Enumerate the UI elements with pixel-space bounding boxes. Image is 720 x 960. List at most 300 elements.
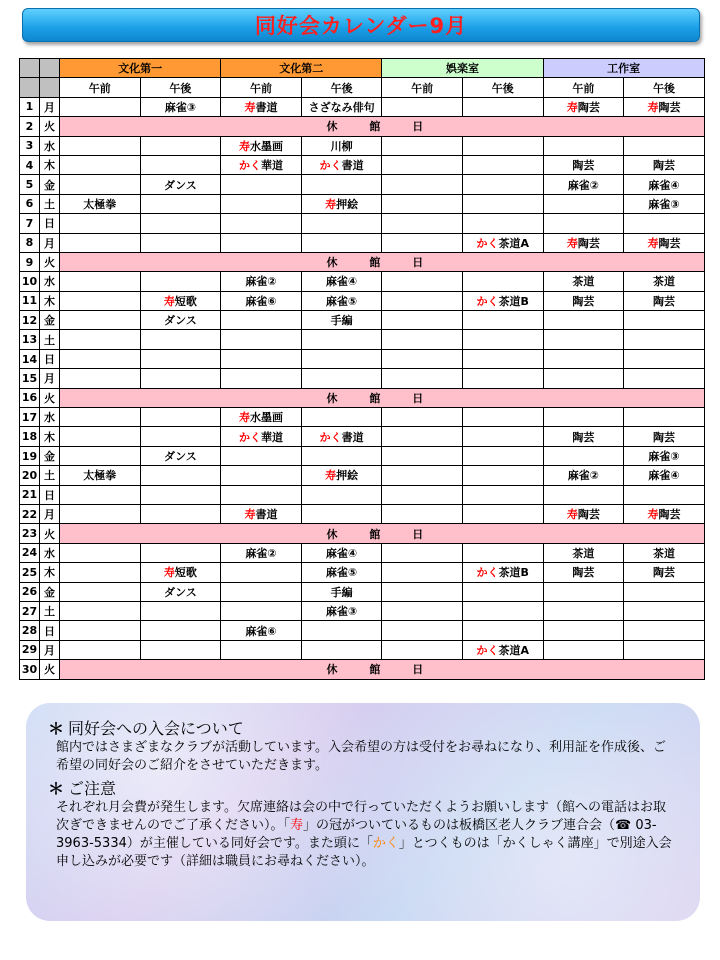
schedule-cell: 麻雀② xyxy=(221,543,302,562)
day-row xyxy=(20,427,705,446)
schedule-cell xyxy=(60,349,141,368)
weekday: 日 xyxy=(40,621,60,640)
weekday: 土 xyxy=(40,194,60,213)
day-row xyxy=(20,543,705,562)
day-row xyxy=(20,97,705,116)
schedule-cell xyxy=(140,427,221,446)
header-blank xyxy=(20,78,40,97)
schedule-cell: ダンス xyxy=(140,311,221,330)
schedule-cell: 麻雀④ xyxy=(301,272,382,291)
schedule-cell: 陶芸 xyxy=(624,155,705,174)
day-number: 17 xyxy=(20,408,40,427)
schedule-cell xyxy=(301,408,382,427)
schedule-cell: 茶道 xyxy=(543,543,624,562)
club-name: 陶芸 xyxy=(577,100,600,114)
schedule-cell: さざなみ俳句 xyxy=(301,97,382,116)
closed-day-cell: 休 館 日 xyxy=(60,524,705,543)
schedule-cell xyxy=(382,504,463,523)
club-name: 水墨画 xyxy=(249,411,283,425)
schedule-cell: 麻雀② xyxy=(543,175,624,194)
schedule-cell xyxy=(543,446,624,465)
club-name: 茶道A xyxy=(498,236,530,250)
weekday: 木 xyxy=(40,427,60,446)
day-number: 4 xyxy=(20,155,40,174)
schedule-cell xyxy=(462,640,543,659)
schedule-cell xyxy=(60,155,141,174)
schedule-cell: 麻雀③ xyxy=(140,97,221,116)
schedule-cell xyxy=(221,582,302,601)
weekday: 日 xyxy=(40,214,60,233)
club-name: 押絵 xyxy=(336,197,359,211)
day-number: 21 xyxy=(20,485,40,504)
schedule-cell xyxy=(221,408,302,427)
closed-day-cell: 休 館 日 xyxy=(60,388,705,407)
schedule-cell xyxy=(60,175,141,194)
schedule-cell xyxy=(140,330,221,349)
day-number: 24 xyxy=(20,543,40,562)
schedule-cell xyxy=(624,233,705,252)
kotobuki-prefix: 寿 xyxy=(647,100,659,114)
group-header-recreation: 娯楽室 xyxy=(382,59,543,78)
day-number: 22 xyxy=(20,504,40,523)
schedule-cell xyxy=(60,601,141,620)
schedule-cell: 陶芸 xyxy=(543,155,624,174)
schedule-cell xyxy=(462,175,543,194)
schedule-cell xyxy=(462,446,543,465)
schedule-cell xyxy=(382,640,463,659)
kotobuki-prefix: 寿 xyxy=(244,100,256,114)
weekday: 月 xyxy=(40,504,60,523)
schedule-cell: 麻雀③ xyxy=(624,446,705,465)
day-number: 23 xyxy=(20,524,40,543)
schedule-cell xyxy=(462,233,543,252)
schedule-cell xyxy=(140,194,221,213)
schedule-cell xyxy=(60,427,141,446)
schedule-cell xyxy=(543,136,624,155)
slot-pm: 午後 xyxy=(624,78,705,97)
group-header-row xyxy=(20,59,705,78)
schedule-cell xyxy=(301,640,382,659)
schedule-cell xyxy=(140,640,221,659)
schedule-cell xyxy=(624,311,705,330)
day-row xyxy=(20,466,705,485)
schedule-cell xyxy=(140,466,221,485)
schedule-cell xyxy=(301,349,382,368)
schedule-cell xyxy=(462,563,543,582)
club-name: 陶芸 xyxy=(658,236,681,250)
schedule-cell xyxy=(60,543,141,562)
schedule-cell xyxy=(382,427,463,446)
schedule-cell xyxy=(543,349,624,368)
kotobuki-prefix: 寿 xyxy=(325,197,337,211)
header-blank xyxy=(20,59,40,78)
schedule-cell: 陶芸 xyxy=(624,291,705,310)
schedule-cell xyxy=(221,466,302,485)
schedule-table xyxy=(19,58,705,680)
schedule-cell xyxy=(221,485,302,504)
schedule-cell xyxy=(543,97,624,116)
weekday: 土 xyxy=(40,601,60,620)
kaku-prefix: かく xyxy=(476,643,499,657)
schedule-cell xyxy=(382,369,463,388)
schedule-cell xyxy=(624,369,705,388)
schedule-cell xyxy=(462,485,543,504)
club-name: 華道 xyxy=(260,430,283,444)
weekday: 水 xyxy=(40,543,60,562)
schedule-cell xyxy=(301,446,382,465)
schedule-cell xyxy=(382,621,463,640)
weekday: 火 xyxy=(40,252,60,271)
day-row xyxy=(20,194,705,213)
day-number: 12 xyxy=(20,311,40,330)
club-name: 茶道B xyxy=(498,566,529,580)
schedule-cell xyxy=(140,408,221,427)
schedule-cell xyxy=(543,640,624,659)
day-row xyxy=(20,582,705,601)
weekday: 月 xyxy=(40,369,60,388)
schedule-cell xyxy=(624,582,705,601)
day-number: 5 xyxy=(20,175,40,194)
slot-am: 午前 xyxy=(221,78,302,97)
club-name: 書道 xyxy=(341,430,364,444)
schedule-cell xyxy=(462,349,543,368)
schedule-cell xyxy=(543,621,624,640)
schedule-cell xyxy=(462,97,543,116)
day-row xyxy=(20,485,705,504)
info-heading-membership: ＊ 同好会への入会について xyxy=(48,719,244,738)
schedule-cell xyxy=(543,485,624,504)
kotobuki-prefix: 寿 xyxy=(325,469,337,483)
calendar-title: 同好会カレンダー9月 xyxy=(254,14,468,38)
group-header-culture1: 文化第一 xyxy=(60,59,221,78)
calendar-title-bar xyxy=(22,8,700,42)
day-row xyxy=(20,291,705,310)
day-number: 7 xyxy=(20,214,40,233)
day-row xyxy=(20,349,705,368)
day-row xyxy=(20,330,705,349)
schedule-cell xyxy=(301,369,382,388)
weekday: 火 xyxy=(40,660,60,679)
schedule-cell xyxy=(382,175,463,194)
schedule-cell xyxy=(60,97,141,116)
info-text-membership: 館内ではさまざまなクラブが活動しています。入会希望の方は受付をお尋ねになり、利用証を作成後、ご希望の同好会のご紹介をさせていただきます。 xyxy=(56,740,666,773)
kaku-prefix: かく xyxy=(476,294,499,308)
schedule-cell xyxy=(382,194,463,213)
schedule-cell xyxy=(60,563,141,582)
day-number: 20 xyxy=(20,466,40,485)
slot-pm: 午後 xyxy=(140,78,221,97)
schedule-cell: 麻雀④ xyxy=(624,175,705,194)
schedule-cell xyxy=(543,601,624,620)
schedule-cell xyxy=(543,582,624,601)
kotobuki-prefix: 寿 xyxy=(238,139,250,153)
schedule-cell xyxy=(624,485,705,504)
schedule-cell xyxy=(382,582,463,601)
schedule-cell: 麻雀② xyxy=(543,466,624,485)
schedule-cell xyxy=(624,97,705,116)
schedule-cell xyxy=(140,485,221,504)
schedule-body xyxy=(20,97,705,679)
day-row xyxy=(20,252,705,271)
schedule-cell: 麻雀④ xyxy=(301,543,382,562)
club-name: 陶芸 xyxy=(658,508,681,522)
kaku-prefix: かく xyxy=(319,430,342,444)
schedule-cell xyxy=(543,214,624,233)
club-name: 水墨画 xyxy=(249,139,283,153)
day-number: 1 xyxy=(20,97,40,116)
schedule-cell xyxy=(221,175,302,194)
day-number: 19 xyxy=(20,446,40,465)
schedule-cell xyxy=(624,214,705,233)
schedule-cell xyxy=(221,640,302,659)
weekday: 月 xyxy=(40,233,60,252)
schedule-cell xyxy=(462,601,543,620)
schedule-cell xyxy=(60,408,141,427)
day-row xyxy=(20,601,705,620)
schedule-cell xyxy=(140,369,221,388)
schedule-cell: 太極拳 xyxy=(60,194,141,213)
schedule-cell: 陶芸 xyxy=(624,427,705,446)
schedule-cell xyxy=(462,582,543,601)
weekday: 土 xyxy=(40,466,60,485)
closed-day-cell: 休 館 日 xyxy=(60,117,705,136)
schedule-cell xyxy=(60,214,141,233)
schedule-cell xyxy=(301,504,382,523)
schedule-cell xyxy=(301,621,382,640)
schedule-cell xyxy=(301,427,382,446)
day-row xyxy=(20,524,705,543)
schedule-cell xyxy=(624,330,705,349)
info-panel xyxy=(26,703,700,921)
kotobuki-prefix: 寿 xyxy=(566,100,578,114)
schedule-cell xyxy=(221,330,302,349)
schedule-cell xyxy=(140,504,221,523)
kaku-prefix: かく xyxy=(319,159,342,173)
schedule-cell xyxy=(624,408,705,427)
day-number: 26 xyxy=(20,582,40,601)
schedule-cell xyxy=(462,155,543,174)
schedule-cell xyxy=(60,582,141,601)
schedule-cell xyxy=(60,504,141,523)
schedule-cell xyxy=(60,136,141,155)
schedule-cell xyxy=(543,233,624,252)
schedule-cell xyxy=(462,194,543,213)
schedule-cell xyxy=(60,640,141,659)
asterisk-icon: ＊ xyxy=(48,779,65,798)
schedule-cell: 麻雀⑤ xyxy=(301,291,382,310)
kaku-prefix: かく xyxy=(476,566,499,580)
info-heading-notice: ＊ ご注意 xyxy=(48,779,117,798)
day-number: 25 xyxy=(20,563,40,582)
kaku-mark: かく xyxy=(372,836,399,851)
club-name: 押絵 xyxy=(336,469,359,483)
club-name: 茶道A xyxy=(498,643,530,657)
schedule-cell xyxy=(382,233,463,252)
schedule-cell xyxy=(382,291,463,310)
schedule-cell: 茶道 xyxy=(624,272,705,291)
schedule-cell xyxy=(382,485,463,504)
schedule-cell: 陶芸 xyxy=(543,563,624,582)
weekday: 日 xyxy=(40,485,60,504)
kaku-prefix: かく xyxy=(238,430,261,444)
schedule-cell xyxy=(624,136,705,155)
schedule-cell xyxy=(140,543,221,562)
kotobuki-prefix: 寿 xyxy=(244,508,256,522)
day-row xyxy=(20,369,705,388)
day-row xyxy=(20,272,705,291)
weekday: 月 xyxy=(40,640,60,659)
schedule-cell xyxy=(382,408,463,427)
schedule-cell xyxy=(221,136,302,155)
schedule-cell xyxy=(60,272,141,291)
weekday: 土 xyxy=(40,330,60,349)
header-blank xyxy=(40,59,60,78)
schedule-cell: 麻雀⑥ xyxy=(221,291,302,310)
day-number: 11 xyxy=(20,291,40,310)
schedule-cell xyxy=(140,621,221,640)
schedule-cell xyxy=(462,621,543,640)
header-blank xyxy=(40,78,60,97)
schedule-cell: 麻雀③ xyxy=(301,601,382,620)
schedule-cell xyxy=(382,155,463,174)
slot-pm: 午後 xyxy=(462,78,543,97)
club-name: 書道 xyxy=(255,508,278,522)
day-row xyxy=(20,408,705,427)
day-row xyxy=(20,504,705,523)
weekday: 月 xyxy=(40,97,60,116)
schedule-cell xyxy=(301,485,382,504)
club-name: 書道 xyxy=(255,100,278,114)
day-row xyxy=(20,563,705,582)
schedule-cell xyxy=(140,272,221,291)
schedule-cell xyxy=(462,466,543,485)
day-row xyxy=(20,446,705,465)
club-name: 陶芸 xyxy=(577,508,600,522)
schedule-cell: 麻雀③ xyxy=(624,194,705,213)
schedule-cell xyxy=(140,214,221,233)
schedule-cell xyxy=(462,543,543,562)
schedule-cell xyxy=(624,349,705,368)
schedule-cell xyxy=(462,311,543,330)
schedule-cell xyxy=(60,330,141,349)
schedule-cell: 太極拳 xyxy=(60,466,141,485)
schedule-cell: ダンス xyxy=(140,446,221,465)
slot-am: 午前 xyxy=(382,78,463,97)
day-row xyxy=(20,621,705,640)
schedule-cell xyxy=(221,155,302,174)
schedule-cell xyxy=(221,349,302,368)
schedule-cell: 川柳 xyxy=(301,136,382,155)
schedule-cell xyxy=(462,504,543,523)
schedule-cell xyxy=(382,349,463,368)
schedule-cell xyxy=(221,214,302,233)
schedule-cell xyxy=(624,640,705,659)
schedule-cell: 茶道 xyxy=(624,543,705,562)
day-number: 6 xyxy=(20,194,40,213)
day-row xyxy=(20,117,705,136)
day-number: 3 xyxy=(20,136,40,155)
kotobuki-prefix: 寿 xyxy=(647,508,659,522)
phone-number: 03-3963-5334 xyxy=(56,818,657,851)
day-row xyxy=(20,388,705,407)
schedule-cell xyxy=(60,233,141,252)
day-row xyxy=(20,640,705,659)
schedule-cell: 陶芸 xyxy=(624,563,705,582)
schedule-cell xyxy=(382,543,463,562)
schedule-cell xyxy=(221,194,302,213)
slot-am: 午前 xyxy=(543,78,624,97)
weekday: 金 xyxy=(40,582,60,601)
schedule-cell xyxy=(60,311,141,330)
day-number: 27 xyxy=(20,601,40,620)
schedule-cell xyxy=(301,466,382,485)
schedule-cell: 麻雀⑥ xyxy=(221,621,302,640)
schedule-cell xyxy=(462,427,543,446)
day-row xyxy=(20,311,705,330)
schedule-cell xyxy=(301,214,382,233)
schedule-cell xyxy=(221,427,302,446)
day-row xyxy=(20,136,705,155)
club-name: 陶芸 xyxy=(658,100,681,114)
kaku-prefix: かく xyxy=(238,159,261,173)
kotobuki-prefix: 寿 xyxy=(238,411,250,425)
day-number: 28 xyxy=(20,621,40,640)
schedule-cell xyxy=(221,311,302,330)
weekday: 水 xyxy=(40,272,60,291)
day-number: 14 xyxy=(20,349,40,368)
schedule-cell: ダンス xyxy=(140,582,221,601)
day-number: 9 xyxy=(20,252,40,271)
day-number: 18 xyxy=(20,427,40,446)
closed-day-cell: 休 館 日 xyxy=(60,660,705,679)
schedule-cell xyxy=(382,214,463,233)
schedule-cell xyxy=(543,504,624,523)
schedule-cell xyxy=(382,466,463,485)
slot-am: 午前 xyxy=(60,78,141,97)
schedule-cell xyxy=(462,136,543,155)
schedule-cell xyxy=(221,601,302,620)
info-text-notice: それぞれ月会費が発生します。欠席連絡は会の中で行っていただくようお願いします（館への電話はお取次ぎできませんのでご了承ください）。「寿」の冠がついているものは板橋区老人クラブ連合会（☎ 03-3963-5334）が主催している同好会です。また頭に「かく」とつくものは「かくしゃく講座」で別途入会申し込みが必要です（詳細は職員にお尋ねください）。 xyxy=(56,800,672,869)
schedule-cell xyxy=(140,349,221,368)
schedule-cell xyxy=(382,563,463,582)
schedule-cell xyxy=(60,621,141,640)
schedule-cell: 手編 xyxy=(301,582,382,601)
schedule-cell xyxy=(301,233,382,252)
schedule-cell xyxy=(382,311,463,330)
schedule-cell xyxy=(301,330,382,349)
schedule-cell xyxy=(382,446,463,465)
club-name: 陶芸 xyxy=(577,236,600,250)
closed-day-cell: 休 館 日 xyxy=(60,252,705,271)
club-name: 短歌 xyxy=(174,566,197,580)
day-number: 30 xyxy=(20,660,40,679)
kotobuki-mark: 寿 xyxy=(290,818,304,833)
club-name: 書道 xyxy=(341,159,364,173)
schedule-cell: 手編 xyxy=(301,311,382,330)
slot-pm: 午後 xyxy=(301,78,382,97)
schedule-cell xyxy=(462,369,543,388)
kotobuki-prefix: 寿 xyxy=(566,508,578,522)
weekday: 金 xyxy=(40,175,60,194)
schedule-cell: 陶芸 xyxy=(543,291,624,310)
club-name: 茶道B xyxy=(498,294,529,308)
schedule-cell xyxy=(382,601,463,620)
day-row xyxy=(20,155,705,174)
schedule-cell xyxy=(382,97,463,116)
schedule-cell xyxy=(301,194,382,213)
asterisk-icon: ＊ xyxy=(48,719,65,738)
day-number: 15 xyxy=(20,369,40,388)
